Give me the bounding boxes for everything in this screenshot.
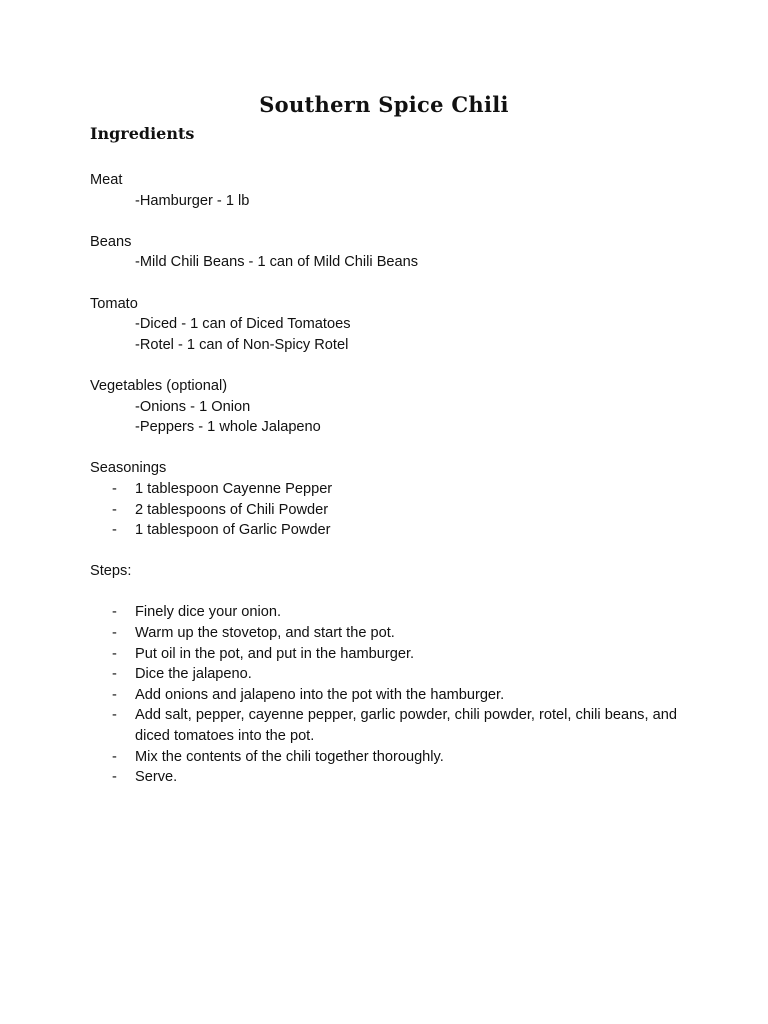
dash-bullet: - (112, 480, 117, 497)
vegetables-label: Vegetables (optional) (90, 377, 228, 394)
list-item (90, 602, 690, 623)
seasoning-text: 1 tablespoon Cayenne Pepper (135, 480, 333, 497)
dash-bullet: - (112, 625, 117, 642)
spacer (90, 211, 690, 232)
tomato-item: -Rotel - 1 can of Non-Spicy Rotel (135, 336, 349, 353)
list-item (90, 747, 690, 768)
list-item (90, 644, 690, 665)
list-item (90, 705, 690, 746)
recipe-title: Southern Spice Chili (259, 92, 509, 117)
step-text: Finely dice your onion. (135, 604, 282, 621)
step-text: Dice the jalapeno. (135, 666, 252, 683)
step-text: Add salt, pepper, cayenne pepper, garlic powder, chili powder, rotel, chili beans, and diced tomatoes into the pot. (135, 707, 677, 745)
spacer (90, 438, 690, 459)
dash-bullet: - (112, 501, 117, 518)
step-text: Add onions and jalapeno into the pot with the hamburger. (135, 686, 505, 703)
dash-bullet: - (112, 645, 117, 662)
dash-bullet: - (112, 522, 117, 539)
spacer (90, 541, 690, 562)
dash-bullet: - (112, 666, 117, 683)
list-item (90, 500, 690, 521)
spacer (90, 273, 690, 294)
vegetables-item: -Peppers - 1 whole Jalapeno (135, 419, 321, 436)
list-item (90, 623, 690, 644)
step-text: Put oil in the pot, and put in the hamburger. (135, 645, 415, 662)
step-text: Warm up the stovetop, and start the pot. (135, 625, 395, 642)
meat-item: -Hamburger - 1 lb (135, 192, 250, 209)
step-text: Serve. (135, 769, 178, 786)
list-item (90, 664, 690, 685)
list-item (90, 479, 690, 500)
dash-bullet: - (112, 686, 117, 703)
seasonings-list (90, 479, 690, 541)
list-item (90, 685, 690, 706)
seasoning-text: 2 tablespoons of Chili Powder (135, 501, 329, 518)
dash-bullet: - (112, 769, 117, 786)
steps-label: Steps: (90, 563, 132, 580)
list-item (90, 767, 690, 788)
meat-label: Meat (90, 172, 123, 188)
beans-item: -Mild Chili Beans - 1 can of Mild Chili Beans (135, 254, 419, 271)
ingredients-heading: Ingredients (90, 124, 195, 143)
dash-bullet: - (112, 748, 117, 765)
tomato-item: -Diced - 1 can of Diced Tomatoes (135, 316, 351, 333)
step-text: Mix the contents of the chili together thoroughly. (135, 748, 444, 765)
recipe-body (90, 170, 690, 788)
spacer (90, 582, 690, 603)
tomato-label: Tomato (90, 295, 138, 312)
beans-label: Beans (90, 233, 132, 250)
seasoning-text: 1 tablespoon of Garlic Powder (135, 522, 331, 539)
dash-bullet: - (112, 604, 117, 621)
seasonings-label: Seasonings (90, 460, 167, 477)
list-item (90, 520, 690, 541)
vegetables-item: -Onions - 1 Onion (135, 398, 251, 415)
dash-bullet: - (112, 707, 117, 724)
spacer (90, 355, 690, 376)
steps-list (90, 602, 690, 787)
